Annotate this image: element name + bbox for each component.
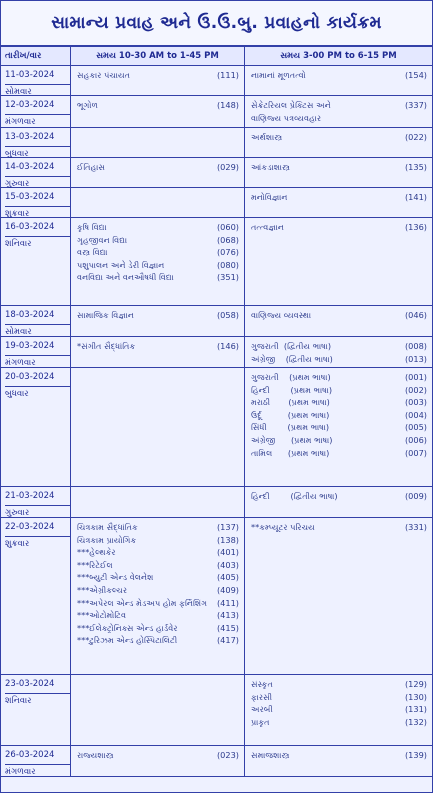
- subject-item: [77, 99, 239, 112]
- subject-item: [77, 309, 239, 322]
- exam-day: સોમવાર: [5, 87, 32, 97]
- morning-session-cell: [71, 128, 245, 157]
- exam-day: ગુરુવાર: [5, 179, 30, 189]
- subject-name: ઉર્દૂ (પ્રથમ ભાષા): [251, 409, 330, 420]
- subject-item: [251, 434, 427, 447]
- subject-code: (135): [404, 162, 427, 172]
- subject-name: સામાજિક વિજ્ઞાન: [77, 310, 134, 320]
- subject-code: (401): [216, 547, 239, 558]
- subject-item: [77, 234, 239, 247]
- afternoon-session-cell: [245, 218, 432, 305]
- subject-code: (111): [216, 70, 239, 80]
- subject-item: [77, 634, 239, 647]
- morning-session-cell: [71, 306, 245, 336]
- table-row: [1, 368, 432, 487]
- subject-item: [251, 353, 427, 366]
- subject-code: (139): [404, 750, 427, 760]
- date-cell: [1, 158, 71, 187]
- subject-code: (058): [216, 310, 239, 320]
- subject-code: (007): [404, 447, 427, 458]
- subject-item: [77, 161, 239, 174]
- subject-item: [251, 309, 427, 322]
- table-row: [1, 66, 432, 96]
- table-row: [1, 218, 432, 306]
- subject-name: પ્રાકૃત: [251, 716, 270, 727]
- table-row: [1, 675, 432, 746]
- subject-code: (060): [216, 222, 239, 232]
- exam-date: 12-03-2024: [5, 99, 70, 115]
- morning-session-cell: [71, 746, 245, 776]
- subject-name: ***ઓટોમોટિવ: [77, 610, 127, 621]
- subject-name: ચિત્રકામ પ્રાયોગિક: [77, 534, 137, 545]
- exam-day: બુધવાર: [5, 149, 29, 159]
- afternoon-session-cell: [245, 96, 432, 127]
- table-row: [1, 128, 432, 158]
- subject-item: [77, 521, 239, 534]
- subject-name: હિન્દી (પ્રથમ ભાષા): [251, 384, 333, 395]
- date-cell: [1, 746, 71, 776]
- subject-item: [77, 584, 239, 597]
- subject-code: (409): [216, 584, 239, 595]
- exam-day: શુક્રવાર: [5, 209, 30, 219]
- table-header: [1, 47, 432, 66]
- date-column-header: તારીખ/વાર: [1, 47, 71, 65]
- subject-code: (046): [404, 310, 427, 320]
- subject-name: ચિત્રકામ સૈદ્ધાંતિક: [77, 522, 138, 532]
- subject-code: (331): [404, 522, 427, 532]
- afternoon-session-cell: [245, 675, 432, 745]
- subject-name: ગૃહજીવન વિદ્યા: [77, 234, 128, 245]
- subject-item: [251, 409, 427, 422]
- subject-item: [77, 221, 239, 234]
- subject-code: (129): [404, 679, 427, 689]
- subject-name: તામિલ (પ્રથમ ભાષા): [251, 447, 330, 458]
- subject-item: [77, 571, 239, 584]
- subject-item: [251, 161, 427, 174]
- subject-name: વસ્ત્ર વિદ્યા: [77, 247, 108, 258]
- table-row: [1, 158, 432, 188]
- subject-code: (013): [404, 353, 427, 364]
- afternoon-session-cell: [245, 158, 432, 187]
- exam-date: 16-03-2024: [5, 221, 70, 237]
- subject-code: (403): [216, 559, 239, 570]
- subject-item: [251, 521, 427, 534]
- exam-day: મંગળવાર: [5, 767, 36, 777]
- subject-name: ***અપેરલ એન્ડ મેડઅપ હોમ ફર્નિશિંગ: [77, 597, 208, 608]
- subject-code: (009): [404, 491, 427, 501]
- date-cell: [1, 96, 71, 127]
- table-row: [1, 487, 432, 518]
- subject-name: *સંગીત સૈદ્ધાંતિક: [77, 341, 136, 351]
- subject-name: સંસ્કૃત: [251, 679, 273, 689]
- morning-session-cell: [71, 518, 245, 674]
- subject-item: [251, 221, 427, 234]
- date-cell: [1, 66, 71, 95]
- subject-item: [77, 749, 239, 762]
- subject-name: ઈતિહાસ: [77, 162, 106, 172]
- subject-name: કૃષિ વિદ્યા: [77, 222, 107, 232]
- subject-item: [77, 559, 239, 572]
- subject-code: (417): [216, 635, 239, 646]
- subject-name: પશુપાલન અને ડેરી વિજ્ઞાન: [77, 259, 165, 270]
- table-row: [1, 96, 432, 128]
- subject-code: (068): [216, 234, 239, 245]
- exam-date: 23-03-2024: [5, 678, 70, 694]
- exam-date: 14-03-2024: [5, 161, 70, 177]
- subject-item: [251, 384, 427, 397]
- subject-code: (405): [216, 572, 239, 583]
- subject-item: [251, 191, 427, 204]
- afternoon-session-cell: [245, 368, 432, 486]
- morning-session-cell: [71, 218, 245, 305]
- subject-code: (351): [216, 272, 239, 283]
- subject-item: [77, 259, 239, 272]
- afternoon-session-cell: [245, 337, 432, 367]
- date-cell: [1, 518, 71, 674]
- date-cell: [1, 188, 71, 217]
- subject-name: ફારસી: [251, 691, 273, 702]
- afternoon-session-cell: [245, 128, 432, 157]
- subject-item: [251, 99, 427, 112]
- afternoon-session-cell: [245, 188, 432, 217]
- table-row: [1, 337, 432, 368]
- subject-code: (136): [404, 222, 427, 232]
- morning-session-cell: [71, 675, 245, 745]
- subject-code: (137): [216, 522, 239, 532]
- exam-date: 13-03-2024: [5, 131, 70, 147]
- subject-code: (003): [404, 397, 427, 408]
- subject-code: (138): [216, 534, 239, 545]
- exam-day: સોમવાર: [5, 327, 32, 337]
- subject-code: (146): [216, 341, 239, 351]
- subject-item: [251, 69, 427, 82]
- subject-item: [251, 131, 427, 144]
- subject-item: [251, 421, 427, 434]
- subject-name: વાણિજ્ય પત્રવ્યવહાર: [251, 112, 322, 123]
- date-cell: [1, 218, 71, 305]
- subject-name: સહકાર પંચાયત: [77, 70, 131, 80]
- exam-date: 22-03-2024: [5, 521, 70, 537]
- subject-code: (023): [216, 750, 239, 760]
- subject-item: [77, 271, 239, 284]
- subject-item: [77, 546, 239, 559]
- exam-date: 11-03-2024: [5, 69, 70, 85]
- subject-item: [251, 396, 427, 409]
- subject-item: [77, 609, 239, 622]
- subject-name: રાજ્યશાસ્ત્ર: [77, 750, 114, 760]
- subject-code: (001): [404, 372, 427, 382]
- exam-day: શુક્રવાર: [5, 539, 30, 549]
- subject-code: (002): [404, 384, 427, 395]
- subject-code: (008): [404, 341, 427, 351]
- subject-name: ***બ્યુટી એન્ડ વેલનેશ: [77, 572, 154, 583]
- subject-code: (132): [404, 716, 427, 727]
- afternoon-column-header: સમય 3-00 PM to 6-15 PM: [280, 51, 397, 61]
- subject-code: (413): [216, 610, 239, 621]
- page-title: સામાન્ય પ્રવાહ અને ઉ.ઉ.બુ. પ્રવાહનો કાર્યક્રમ: [1, 1, 432, 47]
- schedule-rows: [1, 66, 432, 777]
- table-row: [1, 188, 432, 218]
- subject-code: (022): [404, 132, 427, 142]
- exam-date: 21-03-2024: [5, 490, 70, 506]
- subject-name: ***એગ્રીકલ્ચર: [77, 584, 128, 595]
- subject-name: ભૂગોળ: [77, 100, 98, 110]
- subject-item: [251, 371, 427, 384]
- date-cell: [1, 337, 71, 367]
- morning-session-cell: [71, 368, 245, 486]
- exam-day: બુધવાર: [5, 389, 29, 399]
- subject-name: ***રિટેઈલ: [77, 559, 113, 570]
- subject-item: [251, 678, 427, 691]
- subject-code: (076): [216, 247, 239, 258]
- exam-day: ગુરુવાર: [5, 508, 30, 518]
- exam-date: 26-03-2024: [5, 749, 70, 765]
- subject-code: (148): [216, 100, 239, 110]
- exam-day: શનિવાર: [5, 696, 32, 706]
- date-cell: [1, 128, 71, 157]
- date-cell: [1, 368, 71, 486]
- subject-code: (131): [404, 704, 427, 715]
- morning-session-cell: [71, 158, 245, 187]
- subject-code: (154): [404, 70, 427, 80]
- subject-name: સેક્રેટરિયલ પ્રેક્ટિસ અને: [251, 100, 331, 110]
- subject-name: **કમ્પ્યૂટર પરિચય: [251, 522, 315, 532]
- morning-session-cell: [71, 487, 245, 517]
- afternoon-session-cell: [245, 746, 432, 776]
- exam-day: મંગળવાર: [5, 117, 36, 127]
- subject-code: (130): [404, 691, 427, 702]
- subject-item: [77, 597, 239, 610]
- subject-name: સમાજશાસ્ત્ર: [251, 750, 290, 760]
- subject-name: આંકડાશાસ્ત્ર: [251, 162, 291, 172]
- subject-item: [251, 112, 427, 125]
- date-cell: [1, 675, 71, 745]
- subject-item: [77, 340, 239, 353]
- subject-code: (141): [404, 192, 427, 202]
- subject-item: [77, 69, 239, 82]
- morning-session-cell: [71, 96, 245, 127]
- subject-code: (337): [404, 100, 427, 110]
- exam-date: 18-03-2024: [5, 309, 70, 325]
- subject-name: સિંધી (પ્રથમ ભાષા): [251, 422, 330, 433]
- subject-item: [251, 340, 427, 353]
- exam-day: મંગળવાર: [5, 358, 36, 368]
- exam-date: 15-03-2024: [5, 191, 70, 207]
- date-cell: [1, 487, 71, 517]
- subject-name: વાણિજ્ય વ્યવસ્થા: [251, 310, 312, 320]
- table-row: [1, 746, 432, 777]
- subject-code: (004): [404, 409, 427, 420]
- subject-name: નામાનાં મૂળતત્વો: [251, 70, 306, 80]
- subject-name: અર્થશાસ્ત્ર: [251, 132, 283, 142]
- date-cell: [1, 306, 71, 336]
- subject-item: [77, 622, 239, 635]
- subject-item: [77, 246, 239, 259]
- exam-date: 19-03-2024: [5, 340, 70, 356]
- subject-item: [251, 447, 427, 460]
- afternoon-session-cell: [245, 487, 432, 517]
- subject-code: (411): [216, 597, 239, 608]
- afternoon-session-cell: [245, 518, 432, 674]
- morning-column-header: સમય 10-30 AM to 1-45 PM: [71, 47, 245, 65]
- subject-name: તત્ત્વજ્ઞાન: [251, 222, 284, 232]
- table-row: [1, 306, 432, 337]
- subject-item: [251, 716, 427, 729]
- subject-item: [77, 534, 239, 547]
- subject-item: [251, 703, 427, 716]
- subject-code: (005): [404, 422, 427, 433]
- subject-name: મરાઠી (પ્રથમ ભાષા): [251, 397, 330, 408]
- subject-name: ગુજરાતી (પ્રથમ ભાષા): [251, 372, 331, 382]
- subject-name: ***હેલ્થકેર: [77, 547, 116, 558]
- subject-name: અરબી: [251, 704, 273, 715]
- afternoon-session-cell: [245, 306, 432, 336]
- afternoon-session-cell: [245, 66, 432, 95]
- subject-code: (029): [216, 162, 239, 172]
- morning-session-cell: [71, 188, 245, 217]
- exam-day: શનિવાર: [5, 239, 32, 249]
- subject-name: હિન્દી (દ્વિતીય ભાષા): [251, 491, 338, 501]
- subject-item: [251, 490, 427, 503]
- subject-item: [251, 749, 427, 762]
- table-row: [1, 518, 432, 675]
- subject-code: (006): [404, 434, 427, 445]
- morning-session-cell: [71, 337, 245, 367]
- subject-item: [251, 691, 427, 704]
- subject-code: (080): [216, 259, 239, 270]
- exam-date: 20-03-2024: [5, 371, 70, 387]
- subject-name: અંગ્રેજી (દ્વિતીય ભાષા): [251, 353, 333, 364]
- subject-name: વનવિદ્યા અને વનઔષધી વિદ્યા: [77, 272, 174, 283]
- subject-name: ગુજરાતી (દ્વિતીય ભાષા): [251, 341, 332, 351]
- morning-session-cell: [71, 66, 245, 95]
- subject-name: ***ટુરિઝમ એન્ડ હોસ્પિટાલિટી: [77, 635, 178, 646]
- subject-name: મનોવિજ્ઞાન: [251, 192, 288, 202]
- subject-name: અંગ્રેજી (પ્રથમ ભાષા): [251, 434, 333, 445]
- subject-code: (415): [216, 622, 239, 633]
- subject-name: ***ઈલેક્ટ્રોનિક્સ એન્ડ હાર્ડવેર: [77, 622, 178, 633]
